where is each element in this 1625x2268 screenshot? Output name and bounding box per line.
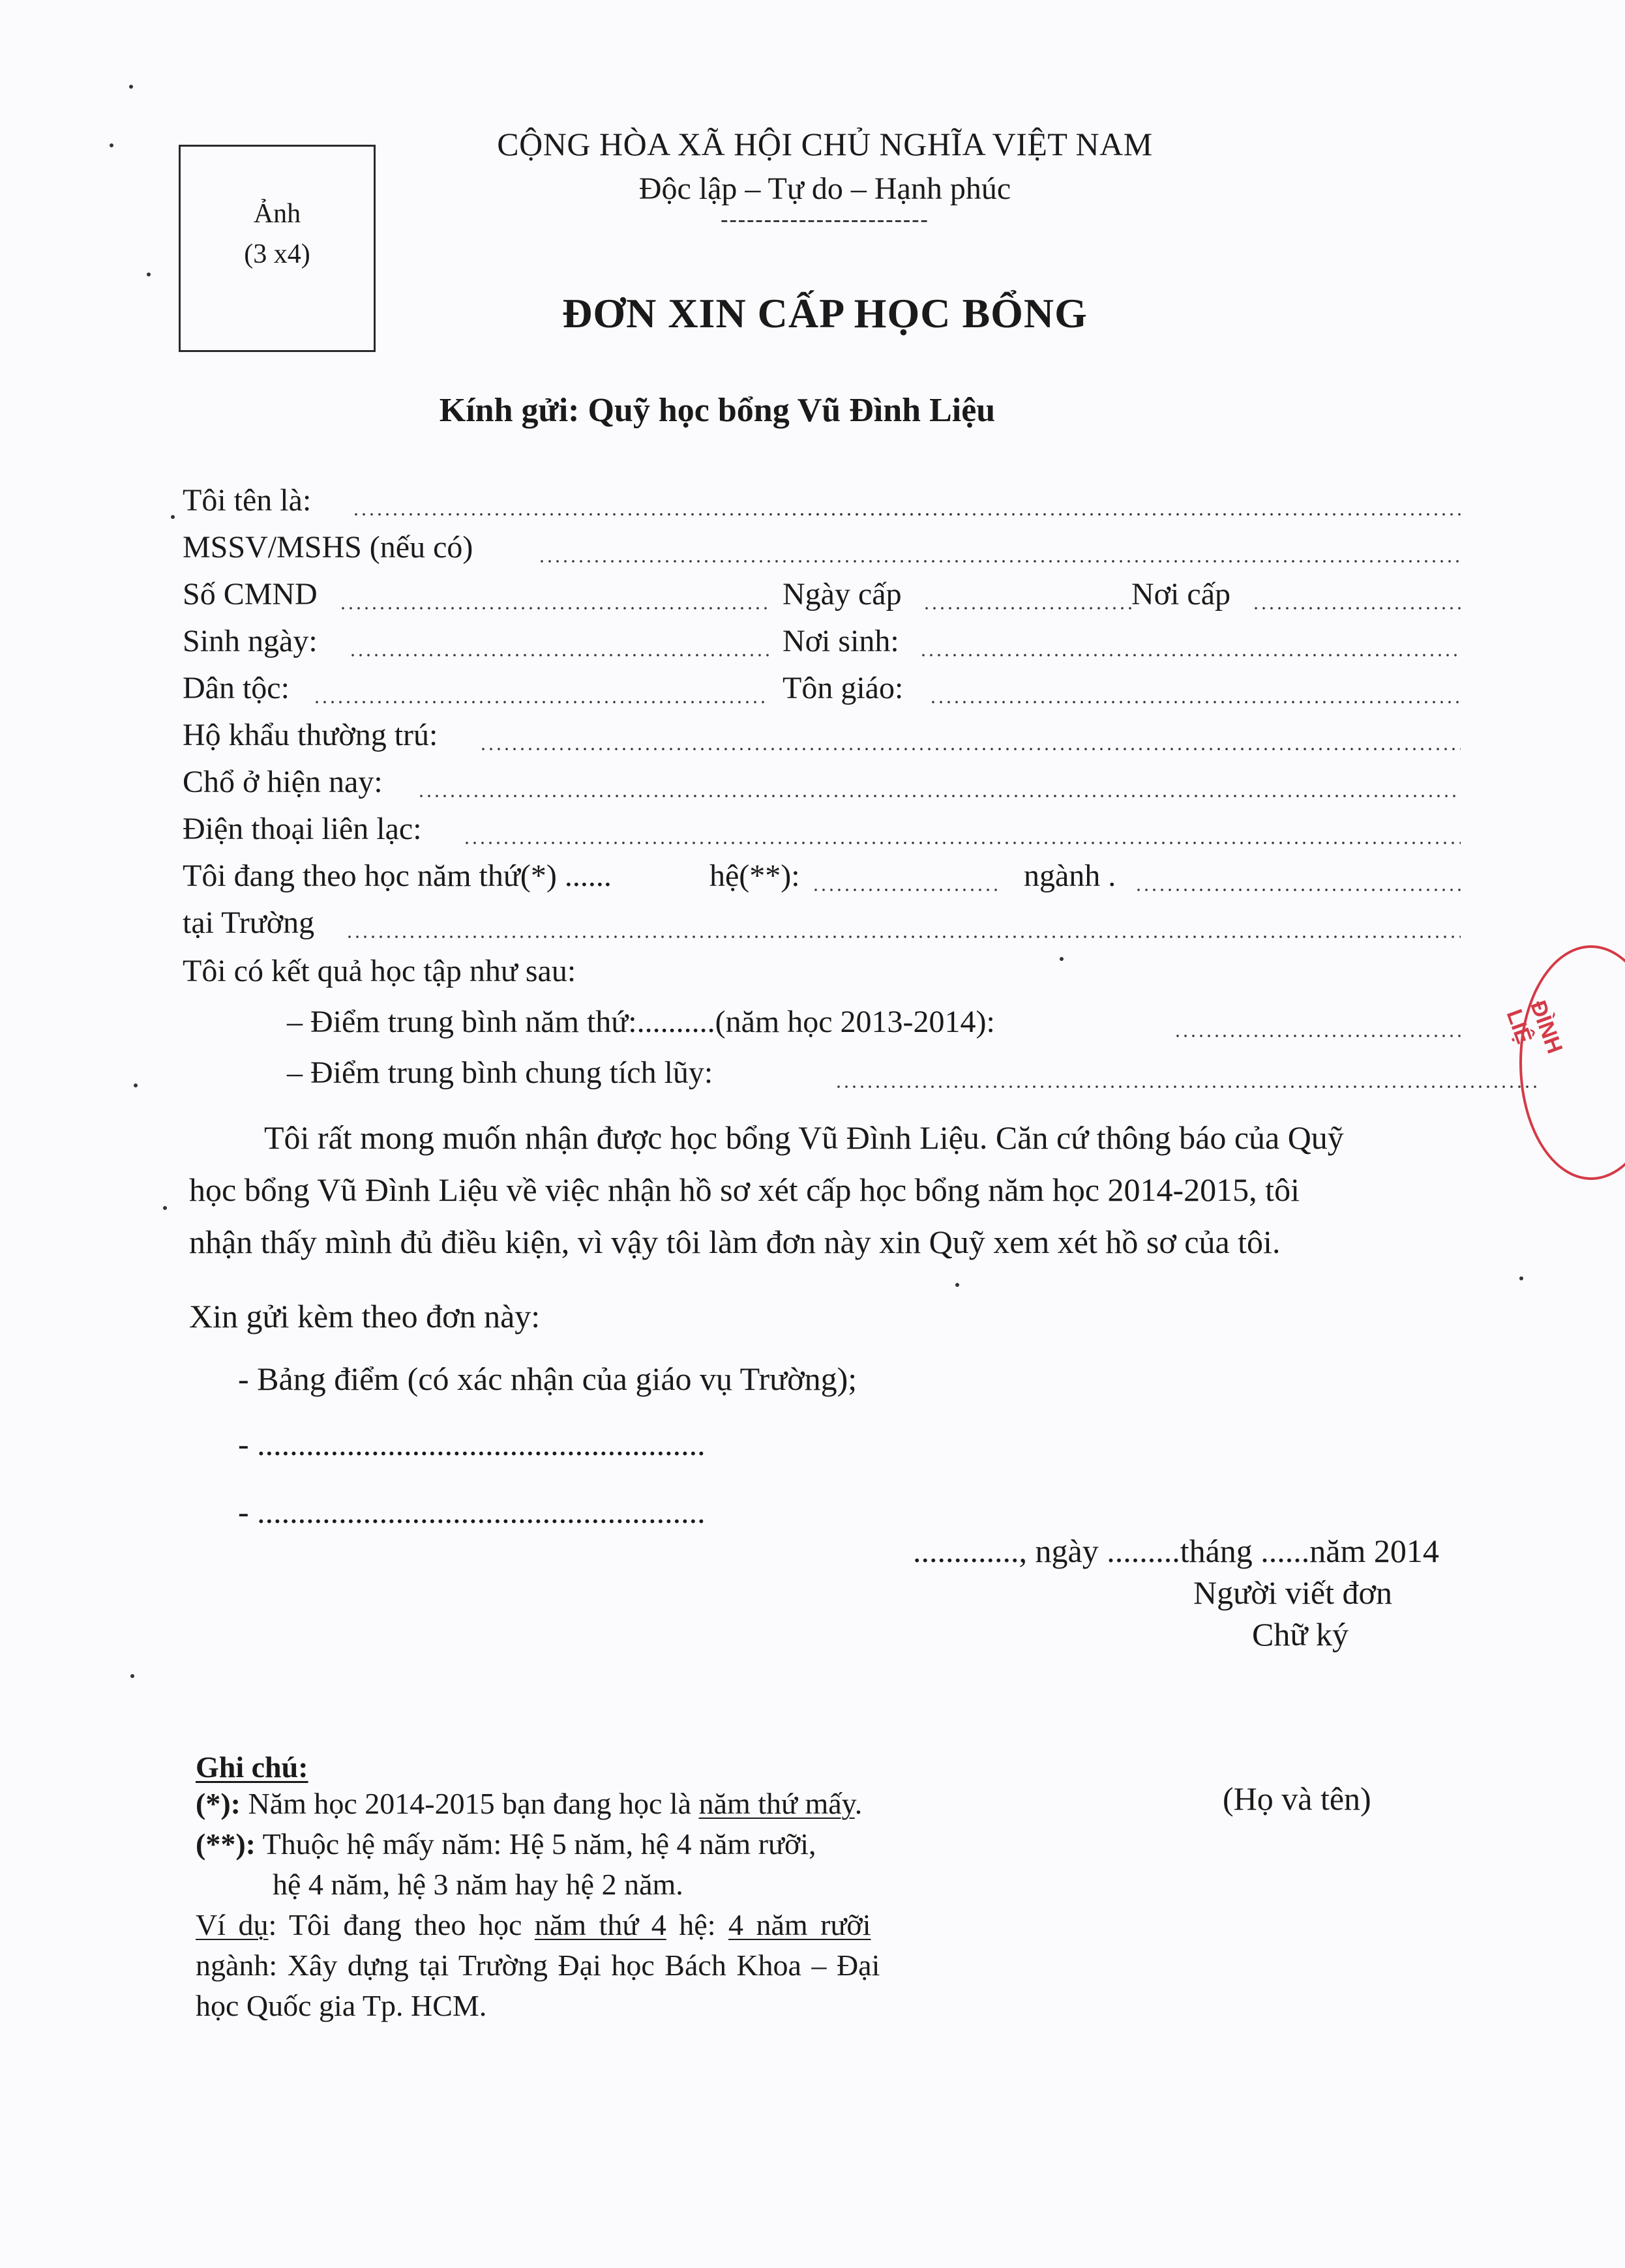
note-2-continued: hệ 4 năm, hệ 3 năm hay hệ 2 năm. — [273, 1868, 683, 1901]
field-label: Ngày cấp — [783, 577, 902, 611]
field-label: Số CMND — [183, 577, 318, 611]
scan-speck — [1519, 1276, 1523, 1280]
addressee: Kính gửi: Quỹ học bổng Vũ Đình Liệu — [439, 392, 996, 429]
photo-label: Ảnh — [253, 199, 301, 229]
field-permanent-address[interactable] — [183, 717, 1513, 763]
blank-line — [339, 606, 769, 610]
field-label: hệ(**): — [709, 859, 800, 893]
field-label: Hộ khẩu thường trú: — [183, 718, 438, 752]
example-line-1 — [196, 1907, 871, 1942]
field-student-id[interactable] — [183, 529, 1513, 575]
blank-line — [929, 700, 1461, 704]
field-gpa-year[interactable] — [183, 1004, 1513, 1050]
results-intro-text: Tôi có kết quả học tập như sau: — [183, 954, 576, 988]
field-birth[interactable] — [183, 623, 1513, 669]
field-label: Tôi đang theo học năm thứ(*) ...... — [183, 859, 612, 893]
field-label: Điện thoại liên lạc: — [183, 812, 422, 846]
body-line-2: học bổng Vũ Đình Liệu về việc nhận hồ sơ xét cấp học bổng năm học 2014-2015, tôi — [189, 1171, 1300, 1208]
example-label: Ví dụ — [196, 1908, 269, 1941]
blank-line — [417, 794, 1461, 798]
scan-speck — [134, 1083, 138, 1087]
note-2-mark: (**): — [196, 1827, 256, 1861]
field-current-address[interactable] — [183, 764, 1513, 810]
blank-line — [463, 841, 1461, 845]
note-2 — [196, 1827, 816, 1861]
blank-line — [783, 512, 1461, 516]
body-line-3: nhận thấy mình đủ điều kiện, vì vậy tôi làm đơn này xin Quỹ xem xét hồ sơ của tôi. — [189, 1224, 1281, 1260]
field-label: Tôi tên là: — [183, 483, 312, 518]
example-text-2: hệ: — [666, 1908, 728, 1941]
date-line[interactable]: ............., ngày .........tháng ......năm 2014 — [913, 1533, 1439, 1569]
form-title: ĐƠN XIN CẤP HỌC BỔNG — [562, 290, 1088, 336]
field-phone[interactable] — [183, 811, 1513, 857]
scan-speck — [171, 515, 175, 519]
field-label: Chổ ở hiện nay: — [183, 765, 383, 799]
blank-line — [538, 559, 1461, 563]
example-line-2: ngành: Xây dựng tại Trường Đại học Bách Khoa – Đại — [196, 1949, 880, 1982]
attachments-intro: Xin gửi kèm theo đơn này: — [189, 1298, 541, 1334]
blank-line — [313, 700, 769, 704]
scan-speck — [110, 143, 113, 147]
photo-placeholder — [179, 145, 376, 352]
note-1-end: . — [854, 1787, 863, 1820]
field-study[interactable] — [183, 858, 1513, 904]
writer-label: Người viết đơn — [1193, 1574, 1392, 1611]
scan-speck — [163, 1206, 167, 1210]
blank-line — [1252, 606, 1461, 610]
scan-speck — [1060, 957, 1064, 961]
field-school[interactable] — [183, 905, 1513, 950]
field-label: Nơi sinh: — [783, 624, 899, 658]
example-line-3: học Quốc gia Tp. HCM. — [196, 1989, 487, 2022]
field-label: Nơi cấp — [1131, 577, 1230, 611]
field-label: – Điểm trung bình năm thứ:..........(năm học 2013-2014): — [287, 1005, 995, 1039]
header-rule: ------------------------ — [721, 207, 929, 231]
field-label: tại Trường — [183, 906, 315, 940]
example-text-1: : Tôi đang theo học — [268, 1908, 535, 1941]
scan-speck — [129, 85, 133, 89]
signature-label: Chữ ký — [1252, 1616, 1349, 1653]
scan-speck — [955, 1283, 959, 1287]
field-label: Sinh ngày: — [183, 624, 318, 658]
full-name-label: (Họ và tên) — [1223, 1780, 1371, 1817]
body-line-1: Tôi rất mong muốn nhận được học bổng Vũ Đình Liệu. Căn cứ thông báo của Quỹ — [264, 1119, 1344, 1156]
scan-speck — [130, 1674, 134, 1678]
attachment-item-2[interactable]: - ....................................................... — [238, 1426, 706, 1462]
note-2-text: Thuộc hệ mấy năm: Hệ 5 năm, hệ 4 năm rưỡi, — [255, 1827, 816, 1861]
blank-line — [349, 653, 769, 657]
blank-line — [919, 653, 1461, 657]
note-1-underlined: năm thứ mấy — [698, 1787, 855, 1820]
note-1-text: Năm học 2014-2015 bạn đang học là — [240, 1787, 699, 1820]
blank-line — [1135, 888, 1461, 892]
blank-line — [923, 606, 1131, 610]
results-intro — [183, 953, 1513, 999]
notes-heading: Ghi chú: — [196, 1750, 308, 1784]
note-1 — [196, 1786, 862, 1821]
field-label: ngành . — [1024, 859, 1116, 893]
blank-line — [835, 1085, 1539, 1089]
field-label: – Điểm trung bình chung tích lũy: — [287, 1055, 713, 1090]
blank-line — [1174, 1034, 1461, 1038]
national-motto: Độc lập – Tự do – Hạnh phúc — [638, 171, 1011, 206]
blank-line — [346, 935, 1461, 939]
field-label: Tôn giáo: — [783, 671, 904, 705]
field-gpa-cumulative[interactable] — [183, 1055, 1513, 1100]
national-title: CỘNG HÒA XÃ HỘI CHỦ NGHĨA VIỆT NAM — [497, 126, 1153, 162]
blank-line — [479, 747, 1461, 751]
field-label: Dân tộc: — [183, 671, 290, 705]
field-label: MSSV/MSHS (nếu có) — [183, 530, 473, 565]
field-name[interactable] — [183, 482, 1513, 528]
attachment-item-1: - Bảng điểm (có xác nhận của giáo vụ Trường); — [238, 1361, 857, 1397]
scan-speck — [147, 272, 151, 276]
field-id-card[interactable] — [183, 576, 1513, 622]
red-stamp-text: ĐÌNH LIỆ — [1501, 997, 1568, 1057]
field-ethnicity-religion[interactable] — [183, 670, 1513, 716]
example-underlined-1: năm thứ 4 — [534, 1908, 666, 1941]
blank-line — [812, 888, 1001, 892]
attachment-item-3[interactable]: - ....................................................... — [238, 1494, 706, 1530]
example-underlined-2: 4 năm rưỡi — [728, 1908, 871, 1941]
photo-size: (3 x4) — [244, 239, 310, 269]
note-1-mark: (*): — [196, 1787, 241, 1820]
